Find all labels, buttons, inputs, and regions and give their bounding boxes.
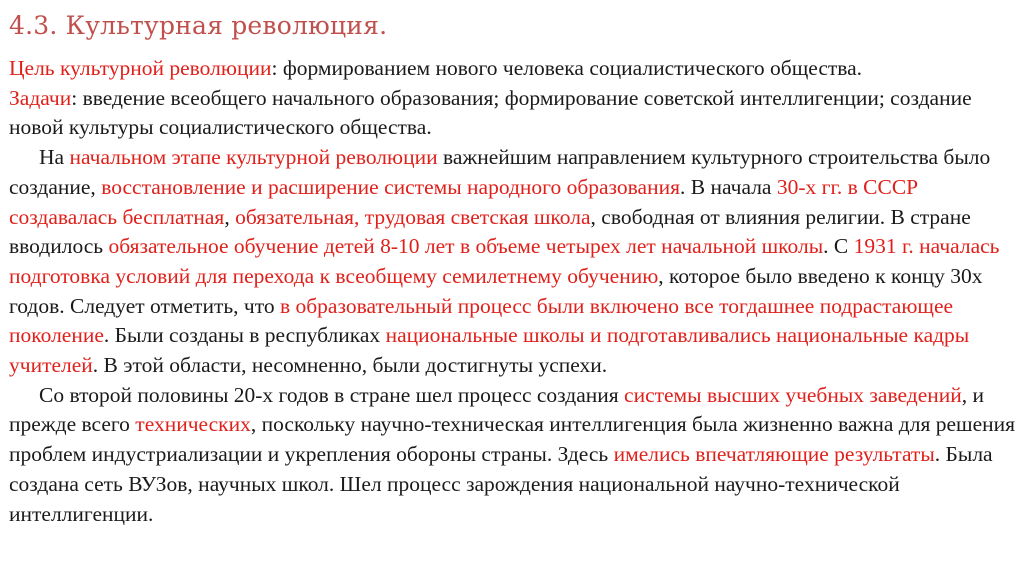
highlight-segment: системы высших учебных заведений	[624, 382, 962, 407]
text-segment: . В этой области, несомненно, были достигнуты успехи.	[92, 353, 608, 378]
highlight-segment: начальном этапе культурной революции	[69, 145, 438, 170]
text-segment: На	[39, 145, 70, 170]
paragraph-tasks	[9, 84, 1017, 143]
slide-title: 4.3. Культурная революция.	[9, 11, 388, 40]
paragraph-higher-education	[9, 381, 1017, 530]
text-segment: , и прежде всего	[9, 382, 985, 437]
text-segment: . Были созданы в республиках	[103, 323, 386, 348]
text-segment: важнейшим направлением культурного строительства было создание,	[9, 145, 991, 199]
tasks-text: : введение всеобщего начального образования; формирование советской интеллигенции; создание новой культуры социалистического общества.	[9, 85, 972, 140]
highlight-segment: 30-х гг. в СССР создавалась бесплатная	[9, 174, 919, 229]
text-segment: , свободная от влияния религии. В стране вводилось	[9, 204, 971, 259]
goal-label: Цель культурной революции	[9, 56, 272, 80]
text-segment: Со второй половины 20-х годов в стране шел процесс создания	[39, 382, 625, 407]
paragraph-goal	[9, 54, 1017, 84]
goal-text: : формированием нового человека социалистического общества.	[271, 56, 863, 80]
slide-body	[9, 54, 1017, 529]
tasks-label: Задачи	[9, 85, 72, 110]
highlight-segment: имелись впечатляющие результаты	[613, 442, 935, 467]
text-segment: , поскольку научно-техническая интеллигенция была жизненно важна для решения проблем индустриализации и укрепления обороны страны. Здесь	[9, 412, 1016, 467]
highlight-segment: в образовательный процесс были включено все тогдашнее подрастающее поколение	[9, 293, 954, 348]
paragraph-education	[9, 143, 1017, 381]
highlight-segment: технических	[135, 412, 251, 437]
text-segment: ,	[224, 204, 236, 229]
highlight-segment: национальные школы и подготавливались национальные кадры учителей	[9, 323, 970, 378]
highlight-segment: восстановление и расширение системы народного образования	[101, 174, 680, 199]
text-segment: . В начала	[680, 174, 777, 199]
highlight-segment: обязательная, трудовая светская школа	[235, 204, 591, 229]
text-segment: , которое было введено к концу 30х годов. Следует отметить, что	[9, 263, 983, 318]
highlight-segment: обязательное обучение детей 8-10 лет в объеме четырех лет начальной школы	[108, 234, 824, 259]
text-segment: . С	[823, 234, 854, 259]
highlight-segment: 1931 г. началась подготовка условий для перехода к всеобщему семилетнему обучению	[9, 234, 1000, 288]
text-segment: . Была создана сеть ВУЗов, научных школ. Шел процесс зарождения национальной научно-технической интеллигенции.	[9, 442, 993, 526]
